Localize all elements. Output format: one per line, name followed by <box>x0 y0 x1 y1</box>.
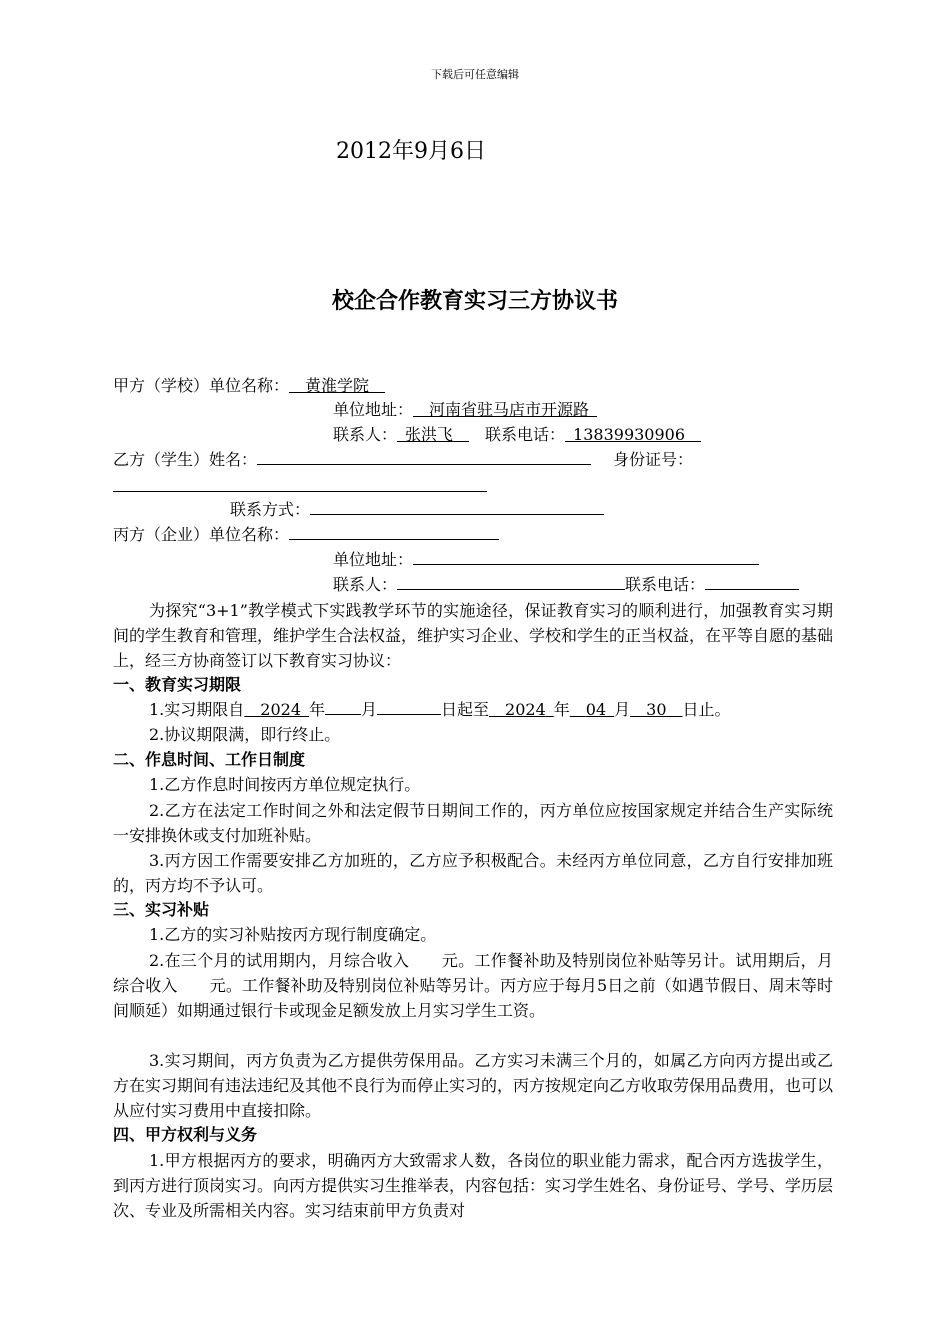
party-c-contact-row <box>333 573 799 597</box>
party-a-address: 河南省驻马店市开源路 <box>429 400 590 419</box>
start-month-blank <box>325 698 361 715</box>
party-b-contact-blank <box>310 498 604 515</box>
party-b-label: 乙方（学生）姓名： <box>113 450 258 469</box>
party-c-address-row <box>333 548 759 572</box>
section-2-item-1: 1.乙方作息时间按丙方单位规定执行。 <box>149 775 421 794</box>
party-a-label: 甲方（学校）单位名称： <box>113 376 290 395</box>
party-b-id-label: 身份证号： <box>613 450 694 469</box>
section-3-heading: 三、实习补贴 <box>113 900 210 919</box>
party-b-id-blank <box>113 491 487 492</box>
section-2-item-3: 3.丙方因工作需要安排乙方加班的，乙方应予积极配合。未经丙方单位同意，乙方自行安排加班的，丙方均不予认可。 <box>113 851 833 895</box>
party-c-name-row <box>113 523 499 547</box>
section-2-heading: 二、作息时间、工作日制度 <box>113 750 306 769</box>
party-b-contact-label: 联系方式： <box>230 500 311 519</box>
party-a-name: 黄淮学院 <box>305 376 370 395</box>
party-c-address-label: 单位地址： <box>333 550 414 569</box>
section-4-heading: 四、甲方权利与义务 <box>113 1125 258 1144</box>
intro-paragraph: 为探究“3+1”教学模式下实践教学环节的实施途径，保证教育实习的顺利进行，加强教育实习期间的学生教育和管理，维护学生合法权益，维护实习企业、学校和学生的正当权益，在平等自愿的基础上，经三方协商签订以下教育实习协议： <box>113 601 834 670</box>
section-3-item-2: 2.在三个月的试用期内，月综合收入 元。工作餐补助及特别岗位补贴等另计。试用期后，月综合收入 元。工作餐补助及特别岗位补贴等另计。丙方应于每月5日之前（如遇节假日、周末等时间顺延）如期通过银行卡或现金足额发放上月实习学生工资。 <box>113 951 833 1020</box>
section-1-term-line: 1.实习期限自 2024 年 月 日起至 2024 年 04 月 30 日止。 <box>149 700 731 719</box>
section-3-item-1: 1.乙方的实习补贴按丙方现行制度确定。 <box>149 925 437 944</box>
start-year: 2024 <box>260 700 301 719</box>
party-b-name-blank <box>257 448 591 465</box>
end-day: 30 <box>646 700 667 719</box>
party-b-contact-row <box>230 498 604 522</box>
end-year: 2024 <box>505 700 546 719</box>
party-c-phone-label: 联系电话： <box>625 575 706 594</box>
party-a-phone: 13839930906 <box>573 425 686 444</box>
party-c-phone-blank <box>705 573 799 590</box>
document-title: 校企合作教育实习三方协议书 <box>331 288 618 314</box>
party-a-phone-label: 联系电话： <box>485 425 566 444</box>
document-date: 2012年9月6日 <box>336 139 486 164</box>
section-2-item-2: 2.乙方在法定工作时间之外和法定假节日期间工作的，丙方单位应按国家规定并结合生产实际统一安排换休或支付加班补贴。 <box>113 801 833 845</box>
party-a-address-row <box>333 398 597 422</box>
party-a-name-row <box>113 374 385 398</box>
party-a-address-label: 单位地址： <box>333 400 414 419</box>
section-1-heading: 一、教育实习期限 <box>113 675 242 694</box>
party-a-contact: 张洪飞 <box>405 425 454 444</box>
section-4-item-1: 1.甲方根据丙方的要求，明确丙方大致需求人数，各岗位的职业能力需求，配合丙方选拔学生，到丙方进行顶岗实习。向丙方提供实习生推举表，内容包括：实习学生姓名、身份证号、学号、学历层次、专业及所需相关内容。实习结束前甲方负责对 <box>113 1151 834 1220</box>
party-a-contact-label: 联系人： <box>333 425 398 444</box>
party-c-name-blank <box>289 523 499 540</box>
page-header: 下载后可任意编辑 <box>431 68 519 81</box>
party-a-contact-row <box>333 423 701 447</box>
party-c-label: 丙方（企业）单位名称： <box>113 525 290 544</box>
start-day-blank <box>377 698 441 715</box>
party-c-address-blank <box>413 548 759 565</box>
party-c-contact-label: 联系人： <box>333 575 398 594</box>
end-month: 04 <box>585 700 607 719</box>
section-3-item-3: 3.实习期间，丙方负责为乙方提供劳保用品。乙方实习未满三个月的，如属乙方向丙方提出或乙方在实习期间有违法违纪及其他不良行为而停止实习的，丙方按规定向乙方收取劳保用品费用，也可以从应付实习费用中直接扣除。 <box>113 1051 834 1120</box>
party-b-name-row <box>113 448 693 472</box>
party-c-contact-blank <box>397 573 625 590</box>
section-1-item-2: 2.协议期限满，即行终止。 <box>149 725 341 744</box>
